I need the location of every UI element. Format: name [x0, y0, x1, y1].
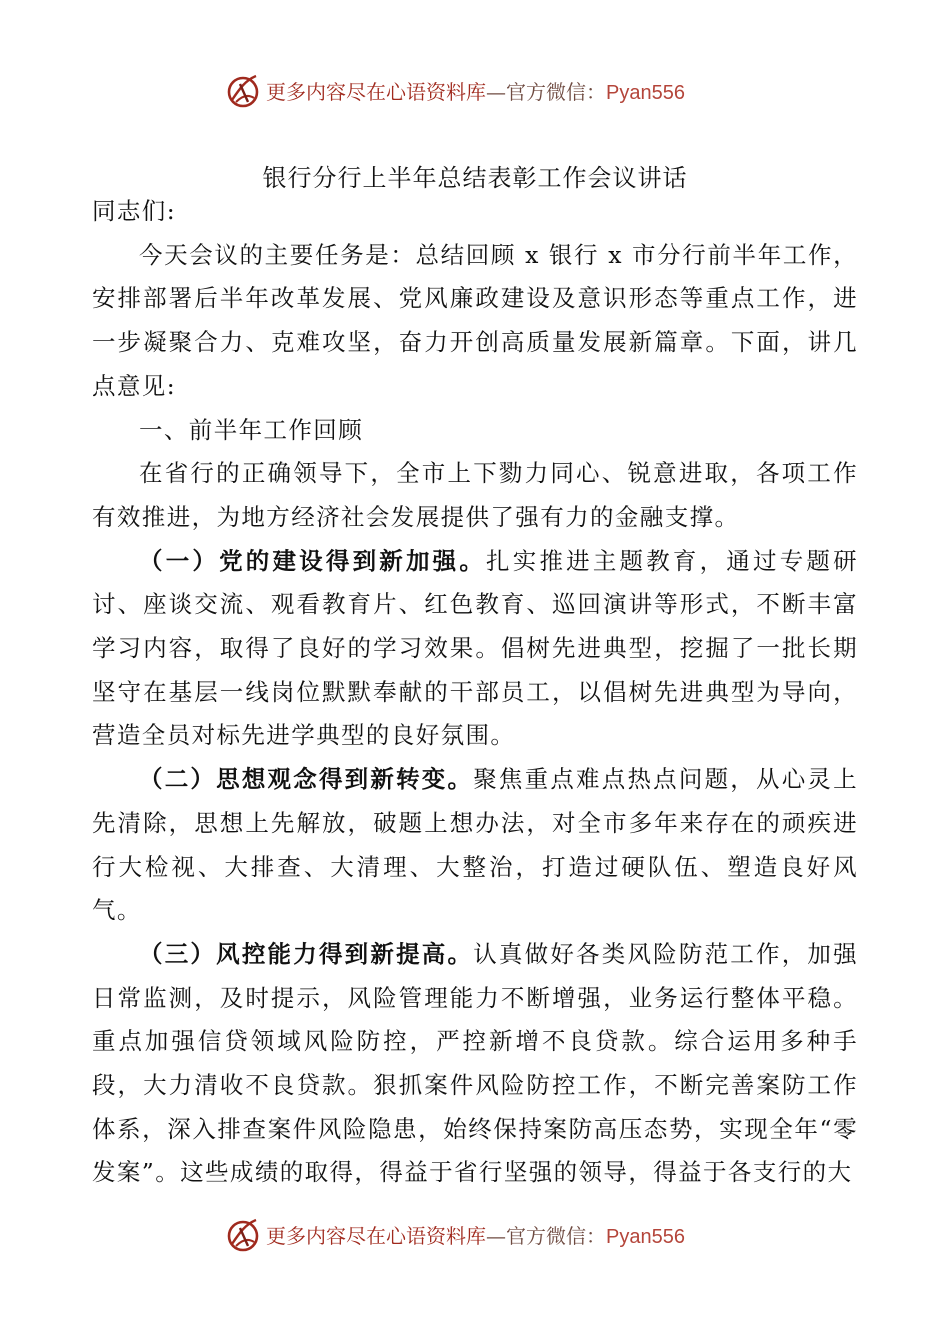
banner-dash: — — [486, 1224, 506, 1248]
banner-wechat-id: Pyan556 — [606, 1226, 685, 1248]
signature-logo-icon — [226, 72, 262, 110]
intro-paragraph: 今天会议的主要任务是：总结回顾 x 银行 x 市分行前半年工作，安排部署后半年改革发展、党风廉政建设及意识形态等重点工作，进一步凝聚合力、克难攻坚，奋力开创高质量发展新篇章。下面，讲几点意见: — [92, 240, 858, 400]
item-heading-1: （一）党的建设得到新加强。 — [139, 546, 487, 575]
item-paragraph-2 — [92, 758, 858, 933]
banner-main-text: 更多内容尽在心语资料库 — [266, 80, 486, 104]
banner-wechat-label: 官方微信： — [506, 80, 606, 104]
banner-text — [266, 78, 685, 107]
section-heading: 一、前半年工作回顾 — [139, 415, 364, 444]
footer-banner — [0, 1216, 950, 1256]
item-paragraph-1 — [92, 540, 858, 759]
banner-main-text: 更多内容尽在心语资料库 — [266, 1224, 486, 1248]
banner-wechat-label: 官方微信： — [506, 1224, 606, 1248]
banner-wechat-id: Pyan556 — [606, 82, 685, 104]
item-heading-2: （二）思想观念得到新转变。 — [139, 765, 474, 794]
item-paragraph-3 — [92, 933, 858, 1195]
item-body-2: 聚焦重点难点热点问题，从心灵上先清除，思想上先解放，破题上想办法，对全市多年来存在的顽疾进行大检视、大排查、大清理、大整治，打造过硬队伍、塑造良好风气。 — [92, 765, 859, 925]
header-banner — [0, 72, 950, 112]
item-heading-3: （三）风控能力得到新提高。 — [139, 939, 474, 968]
banner-text — [266, 1222, 685, 1251]
document-title: 银行分行上半年总结表彰工作会议讲话 — [262, 164, 688, 192]
banner-dash: — — [486, 80, 506, 104]
signature-logo-icon — [226, 1216, 262, 1254]
section-intro-paragraph: 在省行的正确领导下，全市上下勠力同心、锐意进取，各项工作有效推进，为地方经济社会发展提供了强有力的金融支撑。 — [92, 459, 858, 531]
document-body — [92, 190, 858, 1195]
salutation: 同志们: — [92, 197, 177, 225]
item-body-1: 扎实推进主题教育，通过专题研讨、座谈交流、观看教育片、红色教育、巡回演讲等形式，不断丰富学习内容，取得了良好的学习效果。倡树先进典型，挖掘了一批长期坚守在基层一线岗位默默奉献的干部员工，以倡树先进典型为导向，营造全员对标先进学典型的良好氛围。 — [92, 546, 858, 750]
item-body-3: 认真做好各类风险防范工作，加强日常监测，及时提示，风险管理能力不断增强，业务运行整体平稳。重点加强信贷领域风险防控，严控新增不良贷款。综合运用多种手段，大力清收不良贷款。狠抓案件风险防控工作，不断完善案防工作体系，深入排查案件风险隐患，始终保持案防高压态势，实现全年“零发案”。这些成绩的取得，得益于省行坚强的领导，得益于各支行的大 — [92, 939, 859, 1187]
